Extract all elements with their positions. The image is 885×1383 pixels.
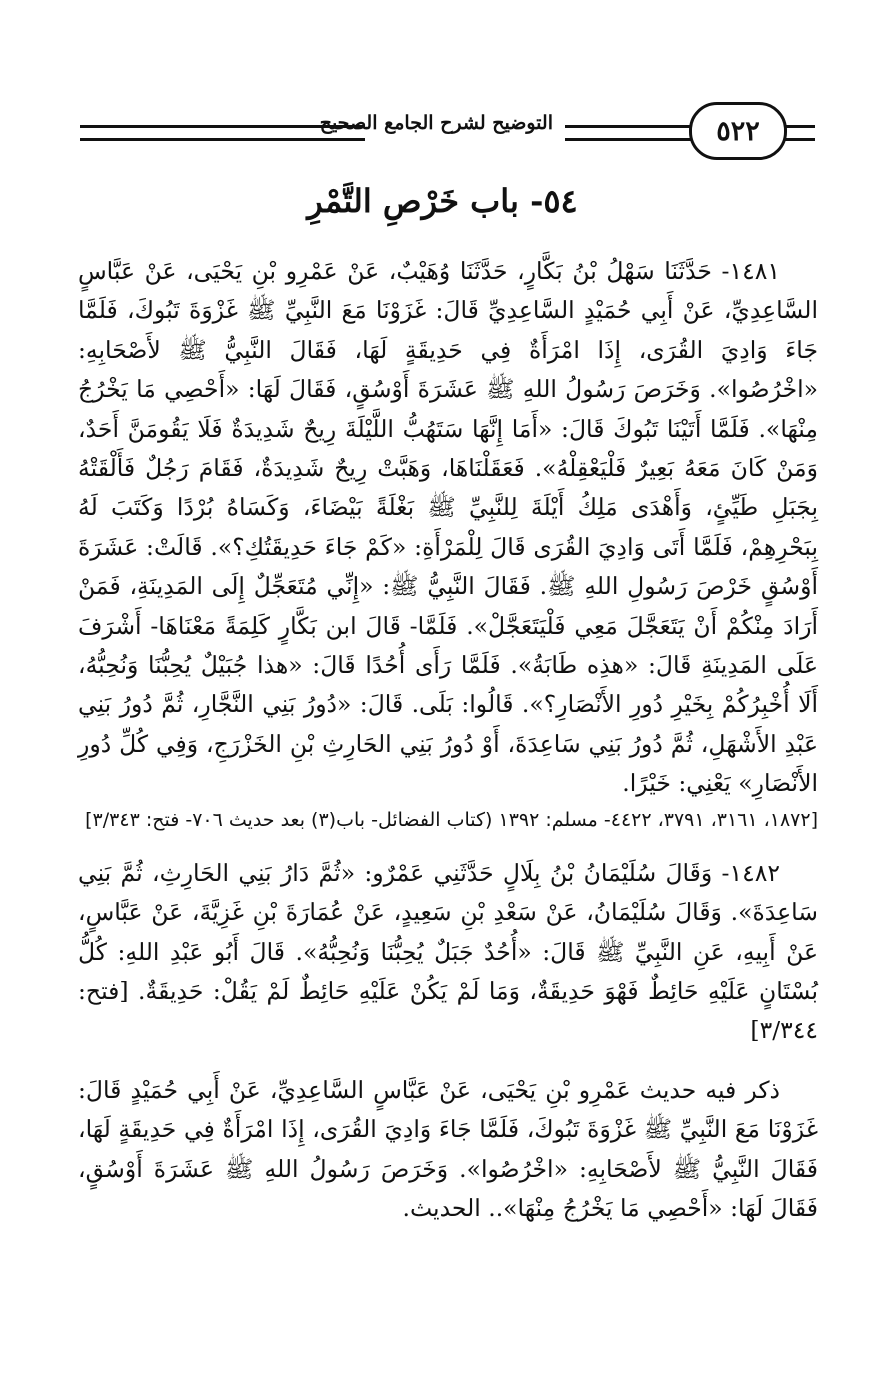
page-number-badge — [689, 102, 787, 160]
running-title: التوضيح لشرح الجامع الصحيح — [319, 112, 553, 134]
page-header — [70, 98, 815, 162]
chapter-heading: ٥٤- باب خَرْصِ التَّمْرِ — [307, 182, 578, 220]
hadith-1482: ١٤٨٢- وَقَالَ سُلَيْمَانُ بْنُ بِلَالٍ حَدَّثَنِي عَمْرٌو: «ثُمَّ دَارُ بَنِي الحَارِثِ، ثُمَّ بَنِي سَاعِدَةَ». وَقَالَ سُلَيْمَانُ، عَنْ سَعْدِ بْنِ سَعِيدٍ، عَنْ عُمَارَةَ بْنِ غَزِيَّةَ، عَنْ عَبَّاسٍ، عَنْ أَبِيهِ، عَنِ النَّبِيِّ ﷺ قَالَ: «أُحُدٌ جَبَلٌ يُحِبُّنَا وَنُحِبُّهُ». قَالَ أَبُو عَبْدِ اللهِ: كُلُّ بُسْتَانٍ عَلَيْهِ حَائِطٌ فَهْوَ حَدِيقَةٌ، وَمَا لَمْ يَكُنْ عَلَيْهِ حَائِطٌ لَمْ يَقُلْ: حَدِيقَةٌ. [فتح: ٣/٣٤٤] — [78, 858, 818, 1045]
page-number: ٥٢٢ — [716, 115, 760, 147]
hadith-1481: ١٤٨١- حَدَّثَنَا سَهْلُ بْنُ بَكَّارٍ، حَدَّثَنَا وُهَيْبٌ، عَنْ عَمْرِو بْنِ يَحْيَى، عَنْ عَبَّاسٍ السَّاعِدِيِّ، عَنْ أَبِي حُمَيْدٍ السَّاعِدِيِّ قَالَ: غَزَوْنَا مَعَ النَّبِيِّ ﷺ غَزْوَةَ تَبُوكَ، فَلَمَّا جَاءَ وَادِيَ القُرَى، إِذَا امْرَأَةٌ فِي حَدِيقَةٍ لَهَا، فَقَالَ النَّبِيُّ ﷺ لأَصْحَابِهِ: «اخْرُصُوا». وَخَرَصَ رَسُولُ اللهِ ﷺ عَشَرَةَ أَوْسُقٍ، فَقَالَ لَهَا: «أَحْصِي مَا يَخْرُجُ مِنْهَا». فَلَمَّا أَتَيْنَا تَبُوكَ قَالَ: «أَمَا إِنَّهَا سَتَهُبُّ اللَّيْلَةَ رِيحٌ شَدِيدَةٌ فَلَا يَقُومَنَّ أَحَدٌ، وَمَنْ كَانَ مَعَهُ بَعِيرٌ فَلْيَعْقِلْهُ». فَعَقَلْنَاهَا، وَهَبَّتْ رِيحٌ شَدِيدَةٌ، فَقَامَ رَجُلٌ فَأَلْقَتْهُ بِجَبَلِ طَيِّئٍ، وَأَهْدَى مَلِكُ أَيْلَةَ لِلنَّبِيِّ ﷺ بَغْلَةً بَيْضَاءَ، وَكَسَاهُ بُرْدًا وَكَتَبَ لَهُ بِبَحْرِهِمْ، فَلَمَّا أَتَى وَادِيَ القُرَى قَالَ لِلْمَرْأَةِ: «كَمْ جَاءَ حَدِيقَتُكِ؟». قَالَتْ: عَشَرَةَ أَوْسُقٍ خَرْصَ رَسُولِ اللهِ ﷺ. فَقَالَ النَّبِيُّ ﷺ: «إِنِّي مُتَعَجِّلٌ إِلَى المَدِينَةِ، فَمَنْ أَرَادَ مِنْكُمْ أَنْ يَتَعَجَّلَ مَعِي فَلْيَتَعَجَّلْ». فَلَمَّا- قَالَ ابن بَكَّارٍ كَلِمَةً مَعْنَاهَا- أَشْرَفَ عَلَى المَدِينَةِ قَالَ: «هذِه طَابَةُ». فَلَمَّا رَأَى أُحُدًا قَالَ: «هذا جُبَيْلٌ يُحِبُّنَا وَنُحِبُّهُ، أَلَا أُخْبِرُكُمْ بِخَيْرِ دُورِ الأَنْصَارِ؟». قَالُوا: بَلَى. قَالَ: «دُورُ بَنِي النَّجَّارِ، ثُمَّ دُورُ بَنِي عَبْدِ الأَشْهَلِ، ثُمَّ دُورُ بَنِي سَاعِدَةَ، أَوْ دُورُ بَنِي الحَارِثِ بْنِ الخَزْرَجِ، وَفِي كُلِّ دُورِ الأَنْصَارِ» يَعْنِي: خَيْرًا. — [78, 257, 818, 798]
commentary-paragraph: ذكر فيه حديث عَمْرِو بْنِ يَحْيَى، عَنْ عَبَّاسٍ السَّاعِدِيِّ، عَنْ أَبِي حُمَيْدٍ قَالَ: غَزَوْنَا مَعَ النَّبِيِّ ﷺ غَزْوَةَ تَبُوكَ، فَلَمَّا جَاءَ وَادِيَ القُرَى، إِذَا امْرَأَةٌ فِي حَدِيقَةٍ لَهَا، فَقَالَ النَّبِيُّ ﷺ لأَصْحَابِهِ: «اخْرُصُوا». وَخَرَصَ رَسُولُ اللهِ ﷺ عَشَرَةَ أَوْسُقٍ، فَقَالَ لَهَا: «أَحْصِي مَا يَخْرُجُ مِنْهَا».. الحديث. — [78, 1075, 818, 1222]
body-text — [78, 252, 818, 1228]
header-rule-right — [565, 125, 703, 141]
hadith-1481-references: [١٨٧٢، ٣١٦١، ٣٧٩١، ٤٤٢٢- مسلم: ١٣٩٢ (كتاب الفضائل- باب(٣) بعد حديث ٧٠٦- فتح: ٣/٣٤٣] — [85, 808, 818, 831]
